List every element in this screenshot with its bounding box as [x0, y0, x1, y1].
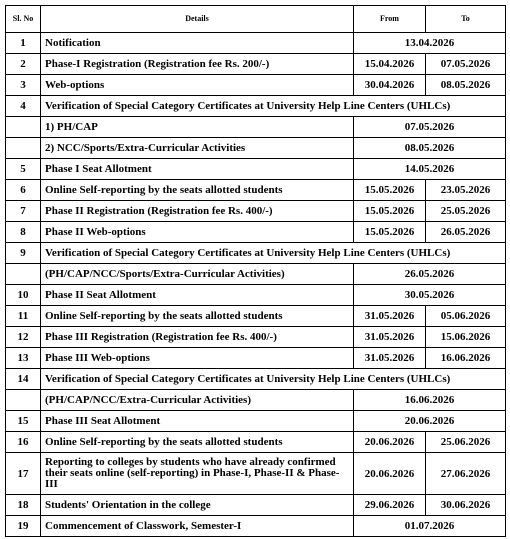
details-cell: Phase II Seat Allotment [41, 285, 354, 306]
sl-no-cell: 12 [6, 327, 41, 348]
table-row [6, 138, 506, 159]
to-date-cell: 07.05.2026 [426, 54, 506, 75]
details-cell: Phase III Web-options [41, 348, 354, 369]
table-row [6, 453, 506, 495]
date-cell: 13.04.2026 [354, 33, 506, 54]
from-date-cell: 31.05.2026 [354, 306, 426, 327]
sl-no-cell [6, 390, 41, 411]
details-cell: Verification of Special Category Certificates at University Help Line Centers (UHLCs) [41, 369, 506, 390]
to-date-cell: 26.05.2026 [426, 222, 506, 243]
date-cell: 20.06.2026 [354, 411, 506, 432]
table-row [6, 495, 506, 516]
date-cell: 07.05.2026 [354, 117, 506, 138]
date-cell: 08.05.2026 [354, 138, 506, 159]
table-row [6, 264, 506, 285]
table-row [6, 222, 506, 243]
table-row [6, 180, 506, 201]
sl-no-cell: 13 [6, 348, 41, 369]
details-cell: Online Self-reporting by the seats allotted students [41, 432, 354, 453]
schedule-body [6, 33, 506, 537]
sl-no-cell: 7 [6, 201, 41, 222]
date-cell: 01.07.2026 [354, 516, 506, 537]
details-cell: Phase-I Registration (Registration fee Rs. 200/-) [41, 54, 354, 75]
sl-no-cell: 4 [6, 96, 41, 117]
details-cell: Commencement of Classwork, Semester-I [41, 516, 354, 537]
table-row [6, 243, 506, 264]
table-row [6, 432, 506, 453]
table-row [6, 327, 506, 348]
table-row [6, 306, 506, 327]
table-row [6, 75, 506, 96]
table-row [6, 369, 506, 390]
from-date-cell: 31.05.2026 [354, 348, 426, 369]
header-row [6, 6, 506, 33]
sl-no-cell: 1 [6, 33, 41, 54]
to-date-cell: 30.06.2026 [426, 495, 506, 516]
to-date-cell: 23.05.2026 [426, 180, 506, 201]
date-cell: 26.05.2026 [354, 264, 506, 285]
to-date-cell: 15.06.2026 [426, 327, 506, 348]
details-cell: Verification of Special Category Certificates at University Help Line Centers (UHLCs) [41, 243, 506, 264]
sl-no-cell: 16 [6, 432, 41, 453]
details-cell: Online Self-reporting by the seats allotted students [41, 180, 354, 201]
sl-no-cell: 3 [6, 75, 41, 96]
header-details: Details [41, 6, 354, 33]
sl-no-cell: 8 [6, 222, 41, 243]
to-date-cell: 27.06.2026 [426, 453, 506, 495]
date-cell: 30.05.2026 [354, 285, 506, 306]
details-cell: Web-options [41, 75, 354, 96]
to-date-cell: 08.05.2026 [426, 75, 506, 96]
table-row [6, 390, 506, 411]
from-date-cell: 15.04.2026 [354, 54, 426, 75]
sl-no-cell: 6 [6, 180, 41, 201]
sl-no-cell: 5 [6, 159, 41, 180]
date-cell: 16.06.2026 [354, 390, 506, 411]
from-date-cell: 15.05.2026 [354, 180, 426, 201]
sl-no-cell: 14 [6, 369, 41, 390]
from-date-cell: 29.06.2026 [354, 495, 426, 516]
sl-no-cell: 9 [6, 243, 41, 264]
table-row [6, 33, 506, 54]
sl-no-cell: 10 [6, 285, 41, 306]
table-row [6, 201, 506, 222]
sl-no-cell [6, 138, 41, 159]
details-cell: Notification [41, 33, 354, 54]
table-row [6, 96, 506, 117]
sl-no-cell [6, 117, 41, 138]
table-row [6, 159, 506, 180]
details-cell: Verification of Special Category Certificates at University Help Line Centers (UHLCs) [41, 96, 506, 117]
details-cell: (PH/CAP/NCC/Sports/Extra-Curricular Activities) [41, 264, 354, 285]
to-date-cell: 25.06.2026 [426, 432, 506, 453]
sl-no-cell: 19 [6, 516, 41, 537]
details-cell: Phase II Web-options [41, 222, 354, 243]
sl-no-cell [6, 264, 41, 285]
table-row [6, 411, 506, 432]
details-cell: Online Self-reporting by the seats allotted students [41, 306, 354, 327]
details-cell: (PH/CAP/NCC/Extra-Curricular Activities) [41, 390, 354, 411]
to-date-cell: 16.06.2026 [426, 348, 506, 369]
from-date-cell: 15.05.2026 [354, 222, 426, 243]
details-cell: Reporting to colleges by students who have already confirmed their seats online (self-reporting) in Phase-I, Phase-II & Phase-III [41, 453, 354, 495]
sl-no-cell: 18 [6, 495, 41, 516]
sl-no-cell: 17 [6, 453, 41, 495]
header-to: To [426, 6, 506, 33]
date-cell: 14.05.2026 [354, 159, 506, 180]
from-date-cell: 15.05.2026 [354, 201, 426, 222]
from-date-cell: 20.06.2026 [354, 453, 426, 495]
table-row [6, 348, 506, 369]
details-cell: Students' Orientation in the college [41, 495, 354, 516]
details-cell: Phase III Registration (Registration fee Rs. 400/-) [41, 327, 354, 348]
sl-no-cell: 2 [6, 54, 41, 75]
from-date-cell: 30.04.2026 [354, 75, 426, 96]
details-cell: Phase III Seat Allotment [41, 411, 354, 432]
schedule-table [5, 5, 506, 537]
details-cell: Phase II Registration (Registration fee Rs. 400/-) [41, 201, 354, 222]
table-row [6, 516, 506, 537]
details-cell: Phase I Seat Allotment [41, 159, 354, 180]
table-row [6, 117, 506, 138]
to-date-cell: 25.05.2026 [426, 201, 506, 222]
from-date-cell: 31.05.2026 [354, 327, 426, 348]
header-sl-no: Sl. No [6, 6, 41, 33]
from-date-cell: 20.06.2026 [354, 432, 426, 453]
details-cell: 2) NCC/Sports/Extra-Curricular Activities [41, 138, 354, 159]
details-cell: 1) PH/CAP [41, 117, 354, 138]
sl-no-cell: 15 [6, 411, 41, 432]
table-row [6, 54, 506, 75]
header-from: From [354, 6, 426, 33]
table-row [6, 285, 506, 306]
sl-no-cell: 11 [6, 306, 41, 327]
to-date-cell: 05.06.2026 [426, 306, 506, 327]
